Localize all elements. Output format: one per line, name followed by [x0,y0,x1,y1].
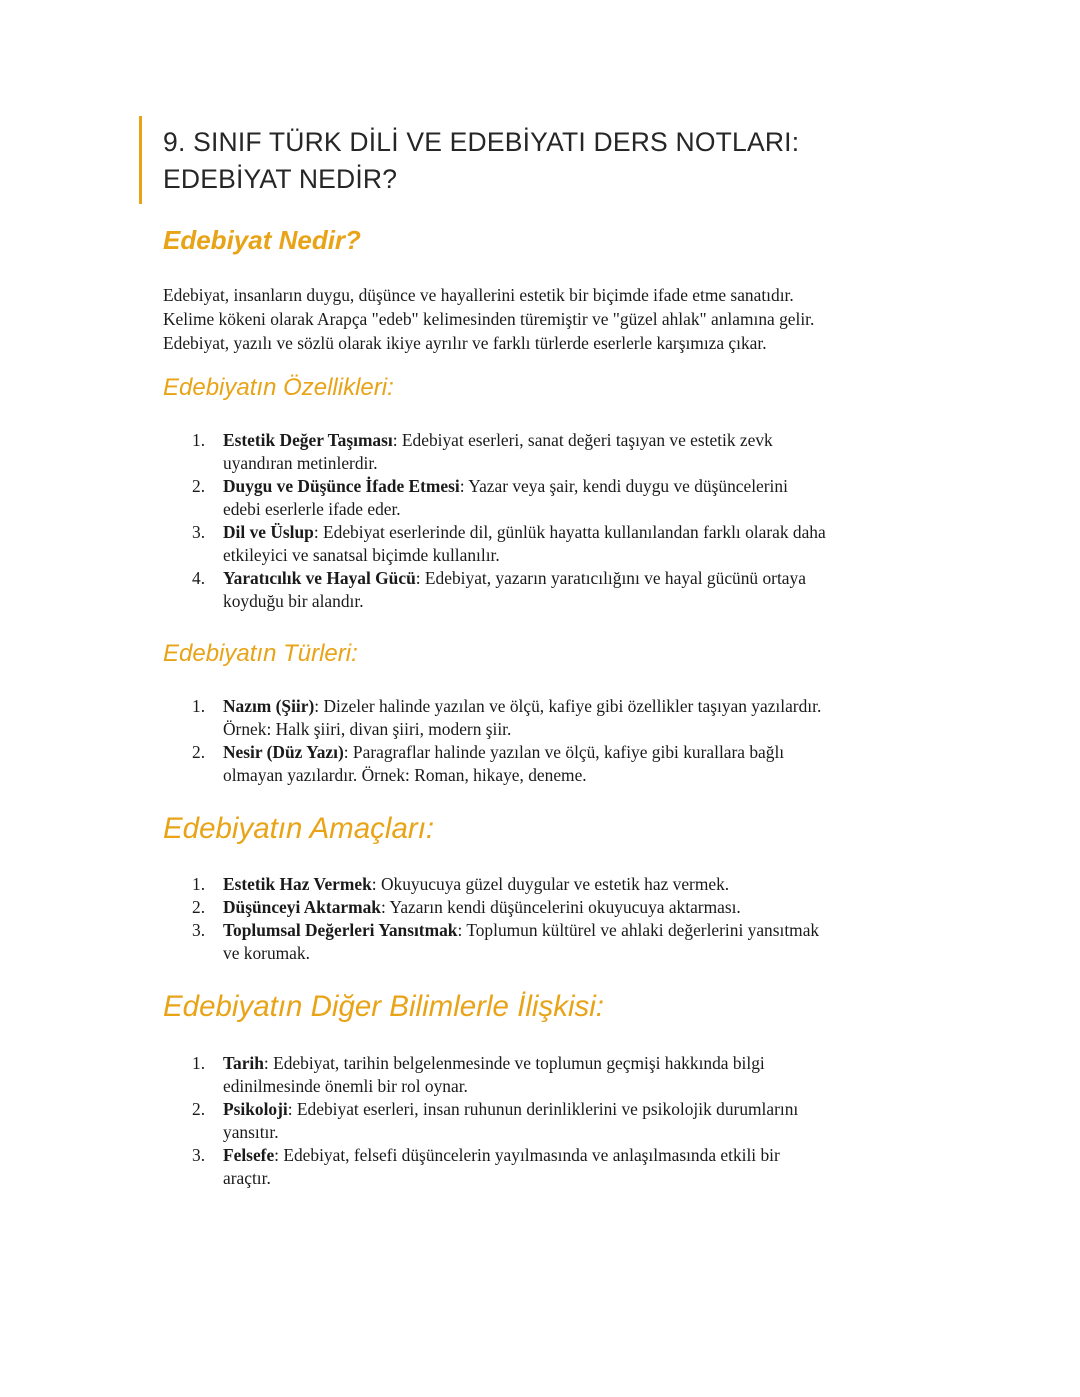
list-item-text: : Edebiyat, felsefi düşüncelerin yayılmasında ve anlaşılmasında etkili bir [274,1145,780,1165]
page-title [163,124,799,198]
list-number: 3. [192,920,206,940]
ozellikler-list [163,429,933,613]
list-item-line-2: yansıtır. [223,1122,279,1142]
list-number: 2. [192,476,206,496]
list-item-line-2: Örnek: Halk şiiri, divan şiiri, modern şiir. [223,719,512,739]
list-item-term: Toplumsal Değerleri Yansıtmak [223,920,458,940]
list-item [163,521,933,567]
list-item-line-1 [223,521,933,544]
section-heading-diger-bilimler: Edebiyatın Diğer Bilimlerle İlişkisi: [163,990,605,1023]
list-item-line-2: edinilmesinde önemli bir rol oynar. [223,1076,468,1096]
turler-list [163,695,933,787]
list-item-line-2: koyduğu bir alandır. [223,591,364,611]
list-item [163,475,933,521]
list-item-line-1 [223,1098,933,1121]
list-item [163,1052,933,1098]
list-item-line-2: olmayan yazılardır. Örnek: Roman, hikaye, deneme. [223,765,587,785]
list-item-text: : Yazarın kendi düşüncelerini okuyucuya aktarması. [380,897,741,917]
list-number: 3. [192,522,206,542]
list-item-text: : Edebiyat, tarihin belgelenmesinde ve toplumun geçmişi hakkında bilgi [263,1053,765,1073]
section-heading-ozellikler: Edebiyatın Özellikleri: [163,374,394,401]
list-item-text: : Okuyucuya güzel duygular ve estetik haz vermek. [371,874,730,894]
list-item-term: Duygu ve Düşünce İfade Etmesi [223,476,460,496]
list-item-term: Nazım (Şiir) [223,696,315,716]
paragraph-line: Kelime kökeni olarak Arapça "edeb" kelimesinden türemiştir ve "güzel ahlak" anlamına gelir. [163,309,815,329]
list-item-term: Felsefe [223,1145,275,1165]
page-title-line-1: 9. SINIF TÜRK DİLİ VE EDEBİYATI DERS NOTLARI: [163,127,800,157]
list-item-text: : Edebiyat eserleri, sanat değeri taşıyan ve estetik zevk [392,430,773,450]
title-accent-bar [139,116,142,204]
list-number: 3. [192,1145,206,1165]
list-item-term: Estetik Haz Vermek [223,874,372,894]
list-item [163,873,933,896]
list-item-text: : Yazar veya şair, kendi duygu ve düşüncelerini [459,476,788,496]
list-item [163,695,933,741]
list-item-line-1 [223,695,933,718]
list-item-line-1 [223,475,933,498]
list-item-line-1 [223,1144,933,1167]
section-heading-edebiyat-nedir: Edebiyat Nedir? [163,225,361,255]
list-number: 1. [192,874,206,894]
list-item [163,567,933,613]
list-number: 2. [192,897,206,917]
list-item-text: : Dizeler halinde yazılan ve ölçü, kafiye gibi özellikler taşıyan yazılardır. [314,696,822,716]
diger-bilimler-list [163,1052,933,1190]
section-heading-amaclar: Edebiyatın Amaçları: [163,812,435,845]
list-number: 2. [192,742,206,762]
list-number: 1. [192,1053,206,1073]
list-item-term: Estetik Değer Taşıması [223,430,393,450]
list-item-line-1 [223,567,933,590]
list-item [163,1098,933,1144]
list-item-line-2: araçtır. [223,1168,271,1188]
list-item [163,429,933,475]
list-number: 4. [192,568,206,588]
list-item [163,741,933,787]
list-item-line-2: ve korumak. [223,943,310,963]
list-item-term: Yaratıcılık ve Hayal Gücü [223,568,416,588]
list-number: 2. [192,1099,206,1119]
list-item-term: Dil ve Üslup [223,522,314,542]
paragraph-line: Edebiyat, yazılı ve sözlü olarak ikiye ayrılır ve farklı türlerde eserlerle karşımıza çıkar. [163,333,767,353]
list-item-term: Tarih [223,1053,264,1073]
list-item [163,919,933,965]
list-item-text: : Edebiyat, yazarın yaratıcılığını ve hayal gücünü ortaya [415,568,806,588]
list-item-line-1 [223,1052,933,1075]
list-number: 1. [192,430,206,450]
list-item-line-2: etkileyici ve sanatsal biçimde kullanılır. [223,545,500,565]
list-item-text: : Edebiyat eserleri, insan ruhunun derinliklerini ve psikolojik durumlarını [287,1099,799,1119]
list-item-line-1 [223,896,933,919]
list-item-term: Nesir (Düz Yazı) [223,742,344,762]
list-number: 1. [192,696,206,716]
page-title-line-2: EDEBİYAT NEDİR? [163,164,398,194]
list-item [163,896,933,919]
paragraph-line: Edebiyat, insanların duygu, düşünce ve hayallerini estetik bir biçimde ifade etme sanatıdır. [163,285,794,305]
amaclar-list [163,873,933,965]
intro-paragraph [163,283,933,355]
list-item [163,1144,933,1190]
list-item-line-1 [223,741,933,764]
list-item-line-1 [223,873,933,896]
list-item-line-1 [223,919,933,942]
list-item-text: : Toplumun kültürel ve ahlaki değerlerini yansıtmak [457,920,820,940]
list-item-line-2: uyandıran metinlerdir. [223,453,378,473]
section-heading-turler: Edebiyatın Türleri: [163,640,358,667]
list-item-line-1 [223,429,933,452]
list-item-text: : Paragraflar halinde yazılan ve ölçü, kafiye gibi kurallara bağlı [343,742,785,762]
list-item-term: Psikoloji [223,1099,288,1119]
list-item-text: : Edebiyat eserlerinde dil, günlük hayatta kullanılandan farklı olarak daha [313,522,826,542]
list-item-line-2: edebi eserlerle ifade eder. [223,499,401,519]
list-item-term: Düşünceyi Aktarmak [223,897,381,917]
